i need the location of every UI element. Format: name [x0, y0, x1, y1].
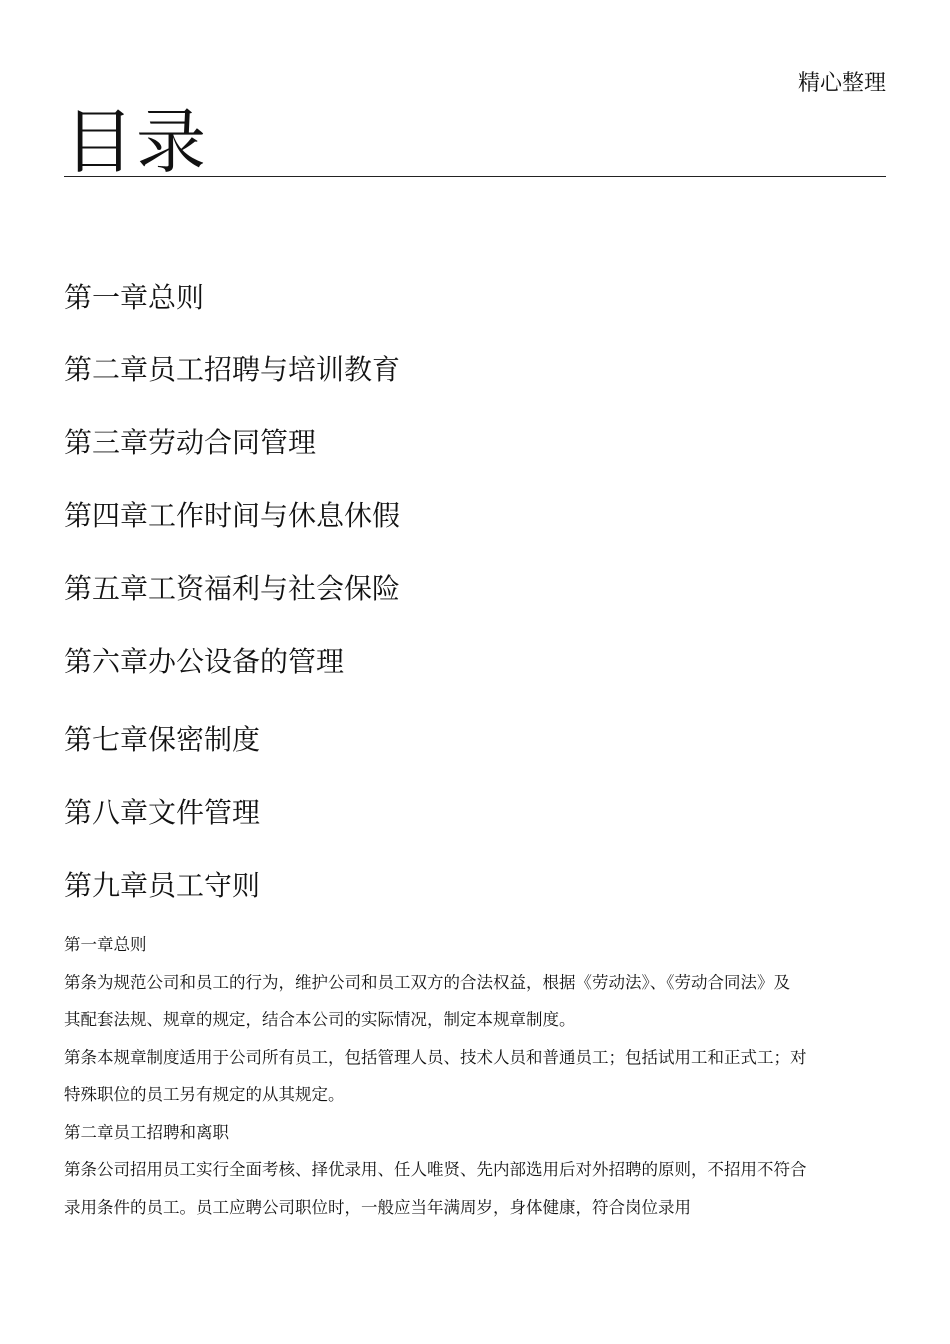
chapter-2-heading: 第二章员工招聘和离职 — [64, 1122, 229, 1142]
toc-item-chapter-3[interactable]: 第三章劳动合同管理 — [64, 426, 317, 459]
paragraph-3-line-2: 录用条件的员工。员工应聘公司职位时，一般应当年满周岁，身体健康，符合岗位录用 — [64, 1197, 691, 1217]
toc-item-chapter-5[interactable]: 第五章工资福利与社会保险 — [64, 572, 401, 605]
paragraph-1-line-1: 第条为规范公司和员工的行为，维护公司和员工双方的合法权益，根据《劳动法》、《劳动合同法》及 — [64, 972, 790, 992]
toc-item-chapter-8[interactable]: 第八章文件管理 — [64, 796, 261, 829]
header-note: 精心整理 — [797, 71, 886, 96]
toc-item-chapter-7[interactable]: 第七章保密制度 — [64, 723, 261, 756]
title-divider — [64, 176, 886, 177]
body-text — [64, 926, 886, 1226]
toc-item-chapter-1[interactable]: 第一章总则 — [64, 281, 205, 314]
toc-item-chapter-4[interactable]: 第四章工作时间与休息休假 — [64, 499, 401, 532]
toc-title: 目录 — [64, 101, 208, 183]
chapter-1-heading: 第一章总则 — [64, 935, 147, 954]
toc-item-chapter-9[interactable]: 第九章员工守则 — [64, 869, 261, 902]
paragraph-2-line-2: 特殊职位的员工另有规定的从其规定。 — [64, 1085, 345, 1104]
paragraph-1-line-2: 其配套法规、规章的规定，结合本公司的实际情况，制定本规章制度。 — [64, 1010, 576, 1029]
paragraph-2-line-1: 第条本规章制度适用于公司所有员工，包括管理人员、技术人员和普通员工；包括试用工和正式工；对 — [64, 1047, 807, 1067]
toc-item-chapter-2[interactable]: 第二章员工招聘与培训教育 — [64, 353, 401, 386]
paragraph-3-line-1: 第条公司招用员工实行全面考核、择优录用、任人唯贤、先内部选用后对外招聘的原则，不招用不符合 — [64, 1160, 807, 1179]
toc-item-chapter-6[interactable]: 第六章办公设备的管理 — [64, 645, 345, 678]
